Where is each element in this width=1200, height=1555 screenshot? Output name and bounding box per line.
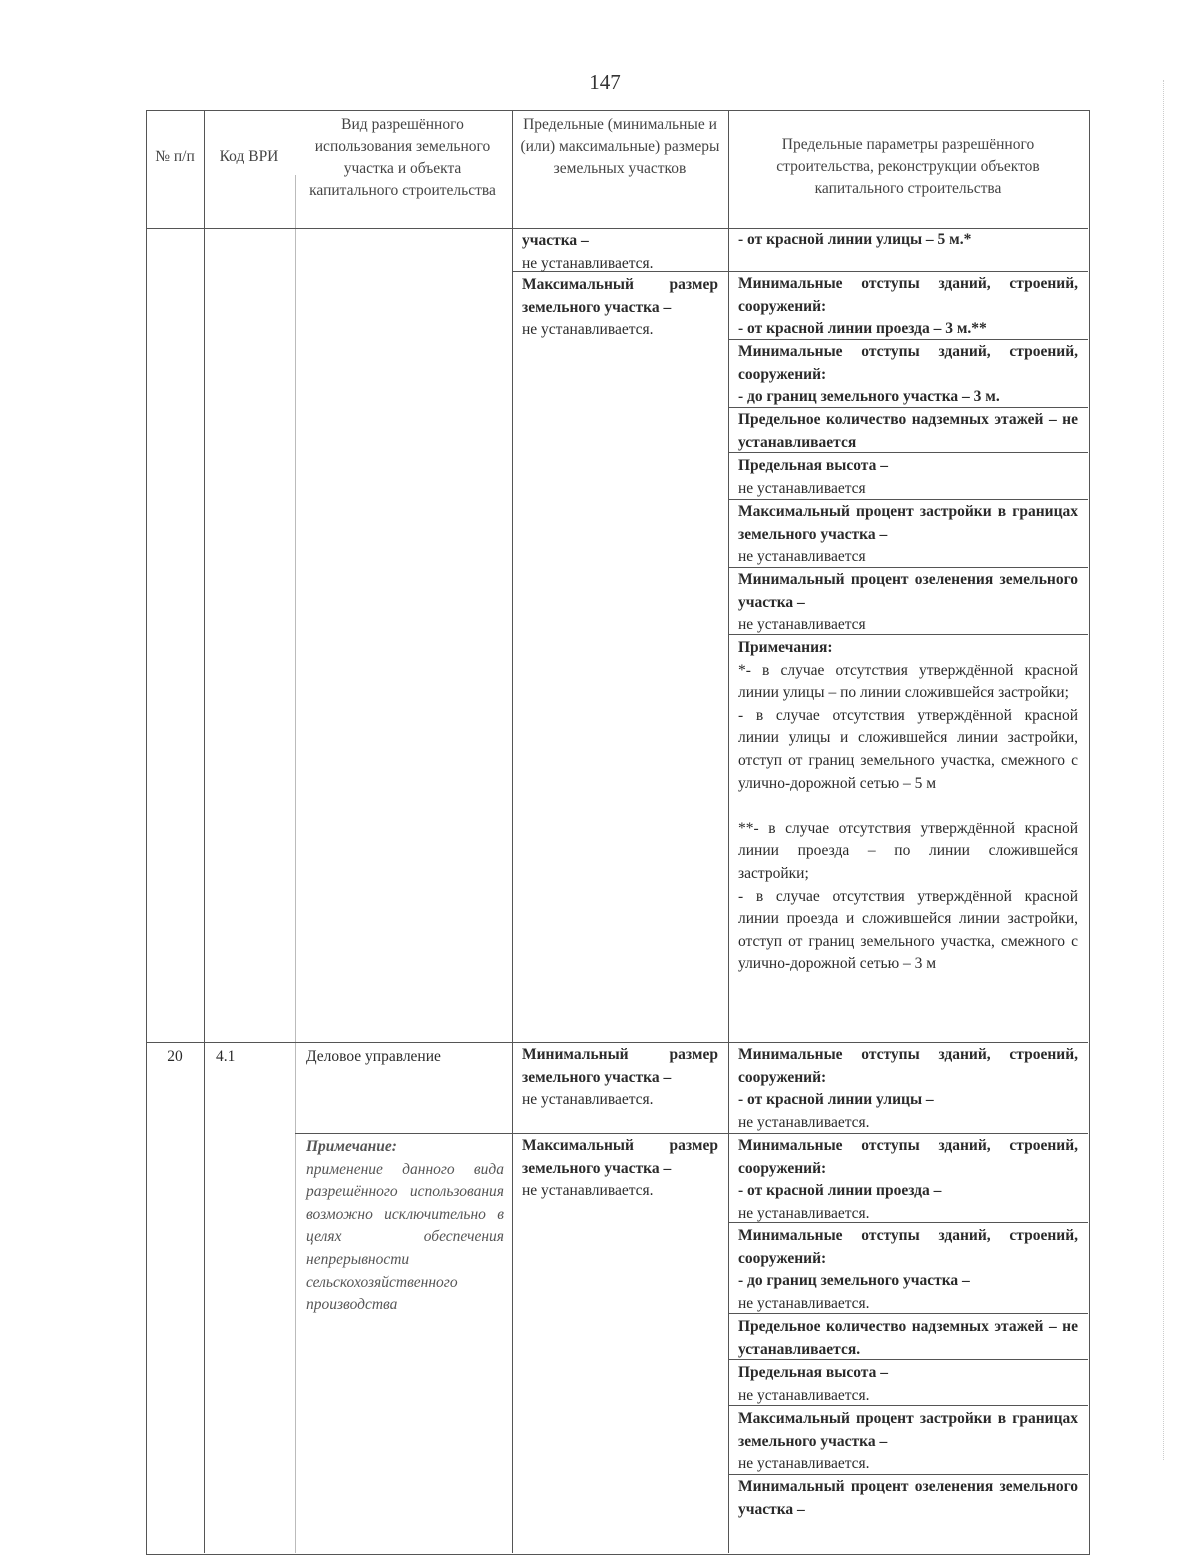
row20-top-rule: [146, 1042, 1088, 1043]
row20-param-offset-passage: [738, 1135, 1078, 1225]
row20-num: 20: [167, 1048, 183, 1065]
param-offset-borders: [738, 341, 1078, 409]
sizes-continuation-lead: участка –: [522, 232, 589, 249]
row20-param-offset-street-sub: - от красной линии улицы –: [738, 1091, 934, 1109]
header-sizes: Предельные (минимальные и (или) максимальные) размеры земельных участков: [520, 116, 720, 177]
row20-param-offset-borders-value: не устанавливается.: [738, 1294, 870, 1312]
row20-param-height: [738, 1362, 1078, 1407]
row20-note: [306, 1136, 504, 1317]
row20-sizes-max-lead: Максимальный размер земельного участка –: [522, 1137, 718, 1177]
row20-param-offset-borders-title: Минимальные отступы зданий, строений, сооружений:: [738, 1227, 1078, 1267]
param-floors-text: Предельное количество надземных этажей – не устанавливается: [738, 411, 1078, 451]
row20-param-height-title: Предельная высота –: [738, 1364, 888, 1381]
param-red-line-street-text: - от красной линии улицы – 5 м.*: [738, 231, 972, 248]
header-code: Код ВРИ: [219, 148, 279, 165]
header-type: Вид разрешённого использования земельного участка и объекта капитального строительства: [309, 116, 496, 199]
row20-param-offset-borders-sub: - до границ земельного участка –: [738, 1272, 970, 1290]
column-divider-1: [204, 110, 205, 1553]
param-height: [738, 455, 1078, 500]
row20-sizes-min-rest: не устанавливается.: [522, 1091, 654, 1109]
row20-param-height-value: не устанавливается.: [738, 1386, 870, 1404]
scan-artifact: [1163, 80, 1164, 1460]
sizes-continuation-rest: не устанавливается.: [522, 254, 654, 272]
row20-sizes-rule: [512, 1133, 728, 1134]
row20-code: 4.1: [216, 1048, 236, 1065]
column-divider-2: [295, 175, 296, 1553]
params-rule-1: [728, 271, 1088, 272]
param-offset-borders-title: Минимальные отступы зданий, строений, сооружений:: [738, 343, 1078, 383]
row20-param-green-percent: [738, 1476, 1078, 1521]
sizes-continuation: [522, 230, 722, 275]
note-3: **- в случае отсутствия утверждённой красной линии проезда – по линии сложившейся застройки;: [738, 819, 1078, 882]
row20-sizes-max-rest: не устанавливается.: [522, 1182, 654, 1200]
row20-param-build-percent-title: Максимальный процент застройки в границах земельного участка –: [738, 1410, 1078, 1450]
notes-title: Примечания:: [738, 639, 833, 656]
param-floors: [738, 409, 1078, 454]
param-build-percent: [738, 501, 1078, 569]
row20-param-offset-passage-value: не устанавливается.: [738, 1204, 870, 1222]
sizes-max-rest: не устанавливается.: [522, 321, 654, 339]
sizes-max-lead: Максимальный размер земельного участка –: [522, 276, 718, 316]
param-offset-passage-value: - от красной линии проезда – 3 м.**: [738, 320, 987, 338]
param-red-line-street: [738, 229, 1078, 252]
row20-sizes-max: [522, 1135, 718, 1203]
column-divider-3: [512, 110, 513, 1553]
row20-param-floors-text: Предельное количество надземных этажей – не устанавливается.: [738, 1318, 1078, 1358]
param-green-percent-title: Минимальный процент озеленения земельного участка –: [738, 571, 1078, 611]
param-offset-passage-title: Минимальные отступы зданий, строений, сооружений:: [738, 275, 1078, 315]
row20-param-offset-street-value: не устанавливается.: [738, 1113, 870, 1131]
row20-type: Деловое управление: [306, 1048, 441, 1065]
param-build-percent-value: не устанавливается: [738, 548, 866, 566]
row20-param-offset-passage-sub: - от красной линии проезда –: [738, 1182, 942, 1200]
row20-param-floors: [738, 1316, 1078, 1361]
row20-note-title: Примечание:: [306, 1138, 397, 1155]
param-height-value: не устанавливается: [738, 479, 866, 497]
note-4: - в случае отсутствия утверждённой красной линии проезда и сложившейся линии застройки, отступ от границ земельного участка, смежного с улично-дорожной сетью – 3 м: [738, 887, 1078, 973]
page-number: 147: [589, 70, 621, 94]
row20-note-text: применение данного вида разрешённого использования возможно исключительно в целях обеспечения непрерывности сельскохозяйственного производства: [306, 1160, 504, 1314]
param-green-percent-value: не устанавливается: [738, 616, 866, 634]
row20-sizes-min-lead: Минимальный размер земельного участка –: [522, 1046, 718, 1086]
header-num: № п/п: [155, 148, 195, 165]
row20-param-build-percent: [738, 1408, 1078, 1476]
param-height-title: Предельная высота –: [738, 457, 888, 474]
param-green-percent: [738, 569, 1078, 637]
row20-param-build-percent-value: не устанавливается.: [738, 1455, 870, 1473]
row20-param-offset-passage-title: Минимальные отступы зданий, строений, сооружений:: [738, 1137, 1078, 1177]
row20-type-rule: [295, 1133, 512, 1134]
sizes-max: [522, 274, 718, 342]
row20-sizes-min: [522, 1044, 718, 1112]
param-offset-passage: [738, 273, 1078, 341]
notes: [738, 637, 1078, 976]
param-build-percent-title: Максимальный процент застройки в границах земельного участка –: [738, 503, 1078, 543]
note-2: - в случае отсутствия утверждённой красной линии улицы и сложившейся линии застройки, отступ от границ земельного участка, смежного с улично-дорожной сетью – 5 м: [738, 706, 1078, 792]
row20-param-green-percent-title: Минимальный процент озеленения земельного участка –: [738, 1478, 1078, 1518]
param-offset-borders-value: - до границ земельного участка – 3 м.: [738, 388, 1000, 406]
column-divider-4: [728, 110, 729, 1553]
note-1: *- в случае отсутствия утверждённой красной линии улицы – по линии сложившейся застройки;: [738, 661, 1078, 702]
row20-param-offset-street-title: Минимальные отступы зданий, строений, сооружений:: [738, 1046, 1078, 1086]
row20-param-offset-street: [738, 1044, 1078, 1134]
row20-param-offset-borders: [738, 1225, 1078, 1315]
header-params: Предельные параметры разрешённого строительства, реконструкции объектов капитального строительства: [776, 136, 1040, 197]
